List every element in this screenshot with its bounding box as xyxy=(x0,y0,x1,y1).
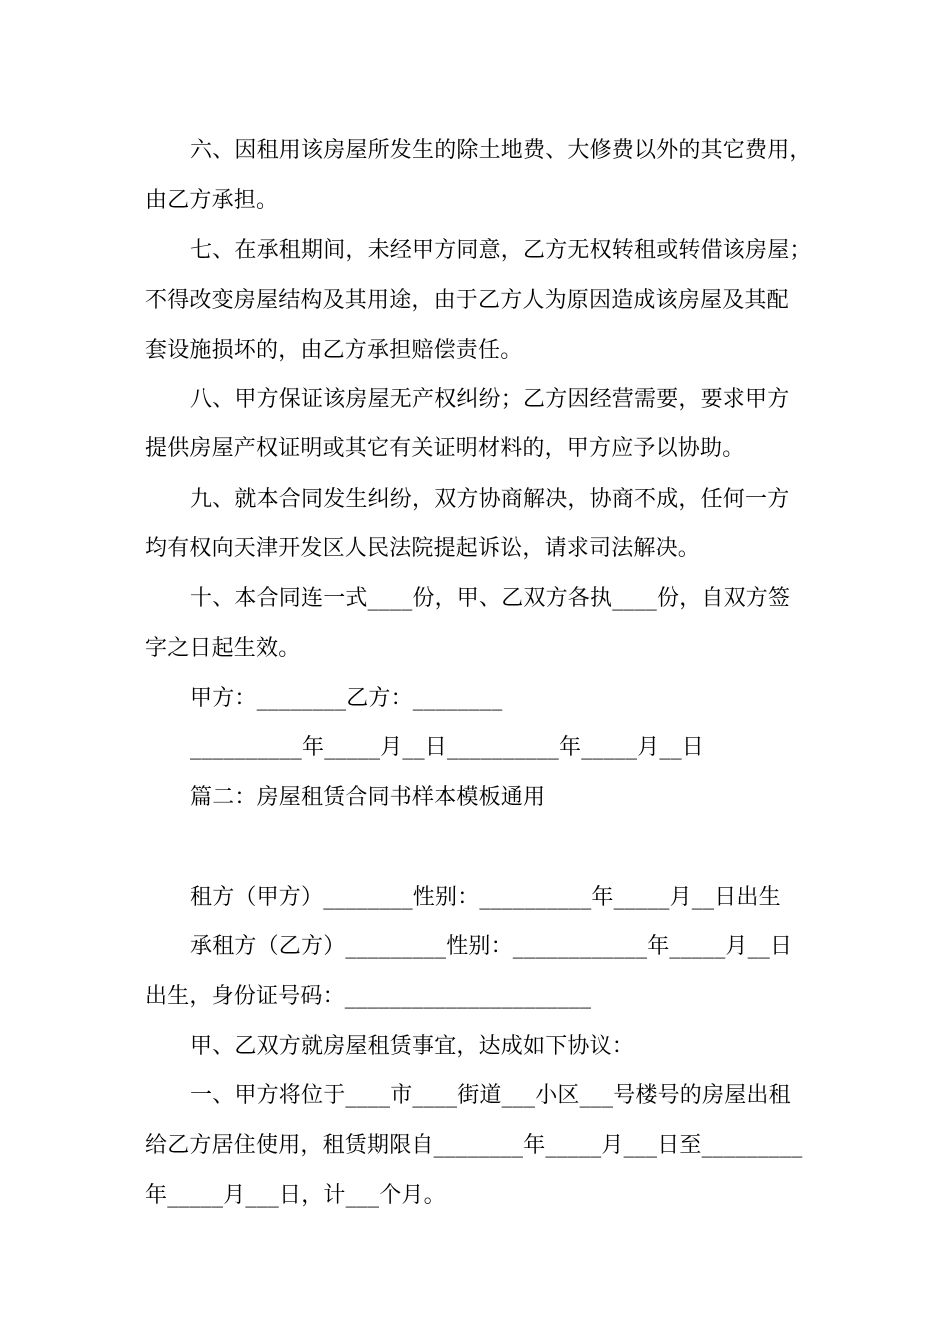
clause-6-line-1: 六、因租用该房屋所发生的除土地费、大修费以外的其它费用， xyxy=(190,138,812,163)
clause-8-line-1: 八、甲方保证该房屋无产权纠纷；乙方因经营需要，要求甲方 xyxy=(190,387,790,412)
lessee-info-line-2: 出生，身份证号码：______________________ xyxy=(145,984,592,1009)
agreement-intro: 甲、乙双方就房屋租赁事宜，达成如下协议： xyxy=(190,1034,635,1059)
clause-10-line-2: 字之日起生效。 xyxy=(145,636,301,661)
lessor-info-line: 租方（甲方）________性别：__________年_____月__日出生 xyxy=(190,885,781,910)
clause-10-line-1: 十、本合同连一式____份，甲、乙双方各执____份，自双方签 xyxy=(190,586,791,611)
signature-parties-line: 甲方：________乙方：________ xyxy=(190,686,503,711)
clause-7-line-1: 七、在承租期间，未经甲方同意，乙方无权转租或转借该房屋； xyxy=(190,238,812,263)
clause-1-line-1: 一、甲方将位于____市____街道___小区___号楼号的房屋出租 xyxy=(190,1083,791,1108)
clause-7-line-3: 套设施损坏的，由乙方承担赔偿责任。 xyxy=(145,338,523,363)
signature-date-line: __________年_____月__日__________年_____月__日 xyxy=(190,735,705,760)
clause-1-line-2: 给乙方居住使用，租赁期限自________年_____月___日至_________ xyxy=(145,1133,803,1158)
lessee-info-line-1: 承租方（乙方）_________性别：____________年_____月__日 xyxy=(190,934,793,959)
clause-1-line-3: 年_____月___日，计___个月。 xyxy=(145,1183,446,1208)
clause-7-line-2: 不得改变房屋结构及其用途，由于乙方人为原因造成该房屋及其配 xyxy=(145,288,789,313)
clause-9-line-1: 九、就本合同发生纠纷，双方协商解决，协商不成，任何一方 xyxy=(190,487,790,512)
clause-6-line-2: 由乙方承担。 xyxy=(145,188,279,213)
clause-9-line-2: 均有权向天津开发区人民法院提起诉讼，请求司法解决。 xyxy=(145,536,701,561)
clause-8-line-2: 提供房屋产权证明或其它有关证明材料的，甲方应予以协助。 xyxy=(145,436,745,461)
section-title: 篇二：房屋租赁合同书样本模板通用 xyxy=(190,785,546,810)
